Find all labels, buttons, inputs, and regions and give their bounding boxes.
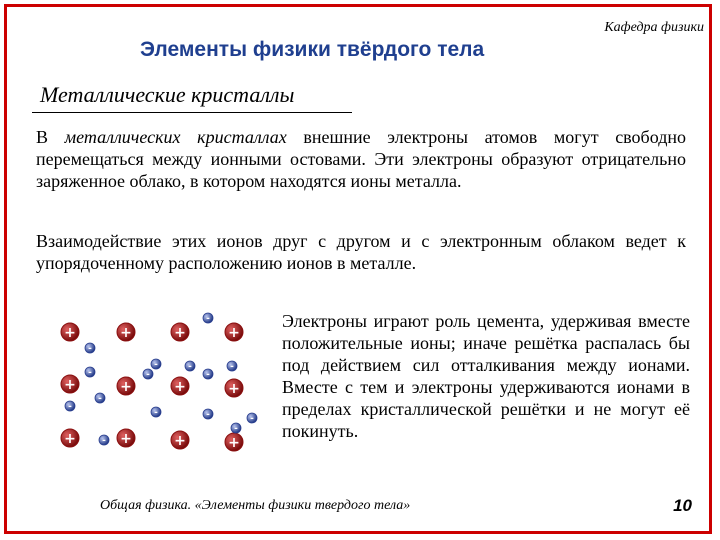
- electron-particle: [99, 435, 109, 446]
- ion-particle: [117, 377, 135, 395]
- ion-particle: [61, 323, 79, 341]
- electron-sign: -: [146, 370, 150, 380]
- electron-particle: [227, 361, 237, 372]
- electron-sign: -: [154, 408, 158, 418]
- metal-lattice-diagram: [30, 300, 270, 460]
- ion-sign: +: [228, 435, 240, 451]
- paragraph-interaction: Взаимодействие этих ионов друг с другом и с электронным облаком ведет к упорядоченному расположению ионов в металле.: [36, 231, 686, 273]
- slide-title: Элементы физики твёрдого тела: [140, 38, 485, 61]
- ion-particle: [225, 433, 243, 451]
- paragraph-electrons: Электроны играют роль цемента, удерживая вместе положительные ионы; иначе решётка распалась бы под действием сил отталкивания между ионами. Вместе с тем и электроны удерживаются ионами в пределах кристаллической решётки и не могут её покинуть.: [282, 311, 690, 441]
- paragraph-intro-lead: В: [36, 127, 65, 147]
- electron-particle: [247, 413, 257, 424]
- ion-group: [61, 323, 243, 451]
- ion-sign: +: [64, 325, 76, 341]
- department-label: Кафедра физики: [604, 20, 704, 35]
- ion-particle: [117, 429, 135, 447]
- electron-sign: -: [102, 436, 106, 446]
- electron-sign: -: [88, 344, 92, 354]
- electron-sign: -: [206, 314, 210, 324]
- ion-particle: [117, 323, 135, 341]
- electron-sign: -: [206, 410, 210, 420]
- electron-particle: [85, 367, 95, 378]
- electron-particle: [231, 423, 241, 434]
- electron-sign: -: [98, 394, 102, 404]
- ion-particle: [225, 323, 243, 341]
- ion-particle: [171, 323, 189, 341]
- ion-sign: +: [228, 325, 240, 341]
- electron-particle: [85, 343, 95, 354]
- subtitle-block: [32, 82, 712, 110]
- electron-sign: -: [154, 360, 158, 370]
- page-number: 10: [673, 496, 692, 515]
- electron-sign: -: [230, 362, 234, 372]
- electron-particle: [65, 401, 75, 412]
- ion-sign: +: [120, 379, 132, 395]
- subtitle-underline: [32, 112, 352, 113]
- electron-sign: -: [234, 424, 238, 434]
- footer-course: Общая физика. «Элементы физики твердого тела»: [100, 498, 411, 513]
- electron-sign: -: [206, 370, 210, 380]
- ion-sign: +: [64, 377, 76, 393]
- ion-sign: +: [120, 325, 132, 341]
- electron-particle: [203, 409, 213, 420]
- electron-particle: [203, 313, 213, 324]
- ion-sign: +: [64, 431, 76, 447]
- ion-sign: +: [174, 325, 186, 341]
- paragraph-intro-rest: внешние электроны атомов могут свободно перемещаться между ионными остовами. Эти электроны образуют отрицательно заряженное облако, в котором находятся ионы металла.: [36, 127, 686, 191]
- electron-sign: -: [88, 368, 92, 378]
- ion-sign: +: [174, 433, 186, 449]
- paragraph-intro: [36, 126, 686, 192]
- ion-sign: +: [228, 381, 240, 397]
- electron-particle: [143, 369, 153, 380]
- electron-sign: -: [250, 414, 254, 424]
- electron-particle: [151, 407, 161, 418]
- ion-particle: [61, 375, 79, 393]
- electron-particle: [185, 361, 195, 372]
- electron-particle: [203, 369, 213, 380]
- ion-sign: +: [120, 431, 132, 447]
- ion-particle: [225, 379, 243, 397]
- electron-particle: [151, 359, 161, 370]
- electron-sign: -: [188, 362, 192, 372]
- paragraph-intro-emphasis: металлических кристаллах: [64, 127, 287, 147]
- section-subtitle: Металлические кристаллы: [40, 82, 295, 107]
- electron-sign: -: [68, 402, 72, 412]
- ion-sign: +: [174, 379, 186, 395]
- electron-particle: [95, 393, 105, 404]
- ion-particle: [61, 429, 79, 447]
- ion-particle: [171, 431, 189, 449]
- ion-particle: [171, 377, 189, 395]
